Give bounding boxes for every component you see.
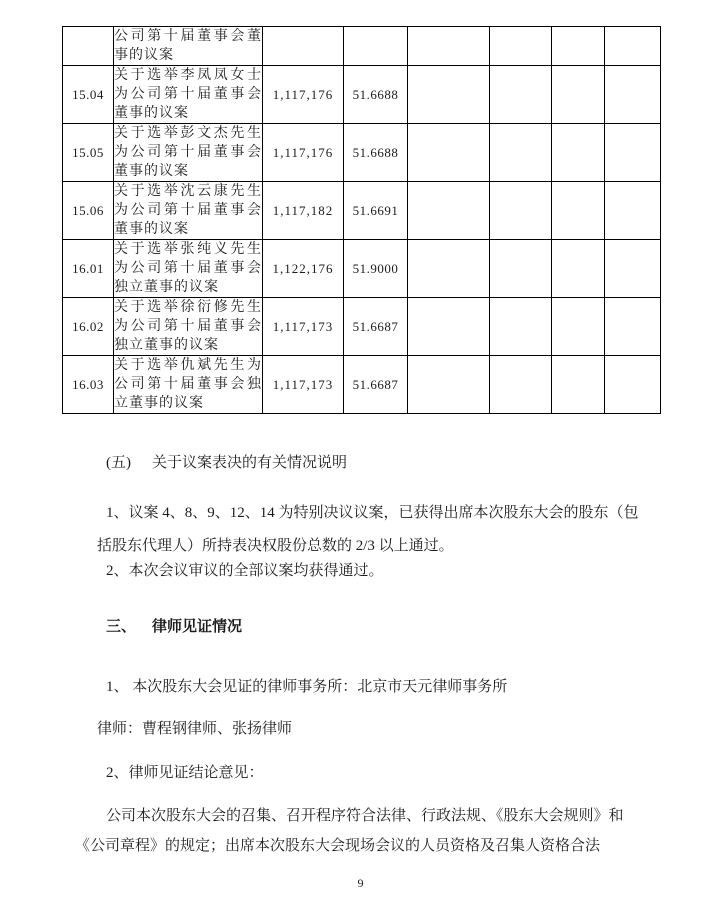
table-row (63, 240, 661, 298)
empty-cell (490, 66, 552, 124)
percent-cell: 51.6687 (344, 356, 408, 414)
lawyer-firm-line: 1、 本次股东大会见证的律师事务所：北京市天元律师事务所 (106, 679, 508, 695)
empty-cell (408, 124, 490, 182)
empty-cell (605, 298, 661, 356)
proposal-title-cell: 关于选举李凤凤女士为公司第十届董事会董事的议案 (114, 66, 263, 124)
proposal-id-cell: 16.02 (63, 298, 114, 356)
proposal-title-cell: 关于选举仇斌先生为公司第十届董事会独立董事的议案 (114, 356, 263, 414)
empty-cell (605, 66, 661, 124)
empty-cell (490, 356, 552, 414)
table-row (63, 182, 661, 240)
section-three-heading (106, 617, 666, 637)
proposal-title-cell: 公司第十届董事会董事的议案 (114, 27, 263, 66)
table-row (63, 124, 661, 182)
lawyer-names-line: 律师：曹程钢律师、张扬律师 (97, 721, 293, 737)
proposal-id-cell: 15.04 (63, 66, 114, 124)
section-five-label: (五) (106, 455, 131, 471)
section-five-title: 关于议案表决的有关情况说明 (152, 455, 348, 471)
proposal-id-cell: 16.03 (63, 356, 114, 414)
percent-cell: 51.9000 (344, 240, 408, 298)
empty-cell (552, 240, 605, 298)
section-five-heading (106, 453, 666, 473)
table-row (63, 298, 661, 356)
proposal-id-cell: 15.06 (63, 182, 114, 240)
empty-cell (408, 66, 490, 124)
empty-cell (552, 124, 605, 182)
votes-cell: 1,117,173 (263, 356, 344, 414)
empty-cell (605, 124, 661, 182)
empty-cell (408, 298, 490, 356)
proposal-id-cell: 15.05 (63, 124, 114, 182)
conclusion-line2: 《公司章程》的规定；出席本次股东大会现场会议的人员资格及召集人资格合法 (75, 838, 601, 854)
conclusion-line1: 公司本次股东大会的召集、召开程序符合法律、行政法规、《股东大会规则》和 (106, 808, 624, 824)
votes-cell: 1,117,182 (263, 182, 344, 240)
empty-cell (408, 27, 490, 66)
proposal-id-cell: 16.01 (63, 240, 114, 298)
empty-cell (552, 298, 605, 356)
table-row (63, 356, 661, 414)
empty-cell (552, 182, 605, 240)
votes-cell: 1,117,176 (263, 124, 344, 182)
proposal-title-cell: 关于选举徐衍修先生为公司第十届董事会独立董事的议案 (114, 298, 263, 356)
proposal-id-cell (63, 27, 114, 66)
empty-cell (490, 240, 552, 298)
empty-cell (605, 356, 661, 414)
empty-cell (605, 27, 661, 66)
proposal-title-cell: 关于选举彭文杰先生为公司第十届董事会董事的议案 (114, 124, 263, 182)
section-three-label: 三、 (106, 619, 137, 635)
votes-cell: 1,122,176 (263, 240, 344, 298)
section-three-title: 律师见证情况 (152, 619, 243, 635)
empty-cell (552, 356, 605, 414)
percent-cell: 51.6688 (344, 66, 408, 124)
votes-cell (263, 27, 344, 66)
empty-cell (408, 356, 490, 414)
proposal-voting-table (62, 26, 661, 414)
percent-cell: 51.6687 (344, 298, 408, 356)
note-item1-line2: 括股东代理人）所持表决权股份总数的 2/3 以上通过。 (97, 538, 454, 554)
votes-cell: 1,117,173 (263, 298, 344, 356)
empty-cell (552, 27, 605, 66)
empty-cell (490, 182, 552, 240)
votes-cell: 1,117,176 (263, 66, 344, 124)
empty-cell (552, 66, 605, 124)
empty-cell (408, 240, 490, 298)
empty-cell (408, 182, 490, 240)
table-row (63, 27, 661, 66)
table-row (63, 66, 661, 124)
percent-cell (344, 27, 408, 66)
note-item1-line1: 1、议案 4、8、9、12、14 为特别决议议案，已获得出席本次股东大会的股东（包 (106, 505, 639, 521)
percent-cell: 51.6691 (344, 182, 408, 240)
empty-cell (490, 27, 552, 66)
lawyer-opinion-heading: 2、律师见证结论意见： (106, 765, 264, 781)
empty-cell (490, 124, 552, 182)
proposal-title-cell: 关于选举沈云康先生为公司第十届董事会董事的议案 (114, 182, 263, 240)
proposal-title-cell: 关于选举张纯义先生为公司第十届董事会独立董事的议案 (114, 240, 263, 298)
empty-cell (490, 298, 552, 356)
empty-cell (605, 182, 661, 240)
empty-cell (605, 240, 661, 298)
percent-cell: 51.6688 (344, 124, 408, 182)
page-number: 9 (357, 876, 364, 890)
note-item2: 2、本次会议审议的全部议案均获得通过。 (106, 563, 384, 579)
